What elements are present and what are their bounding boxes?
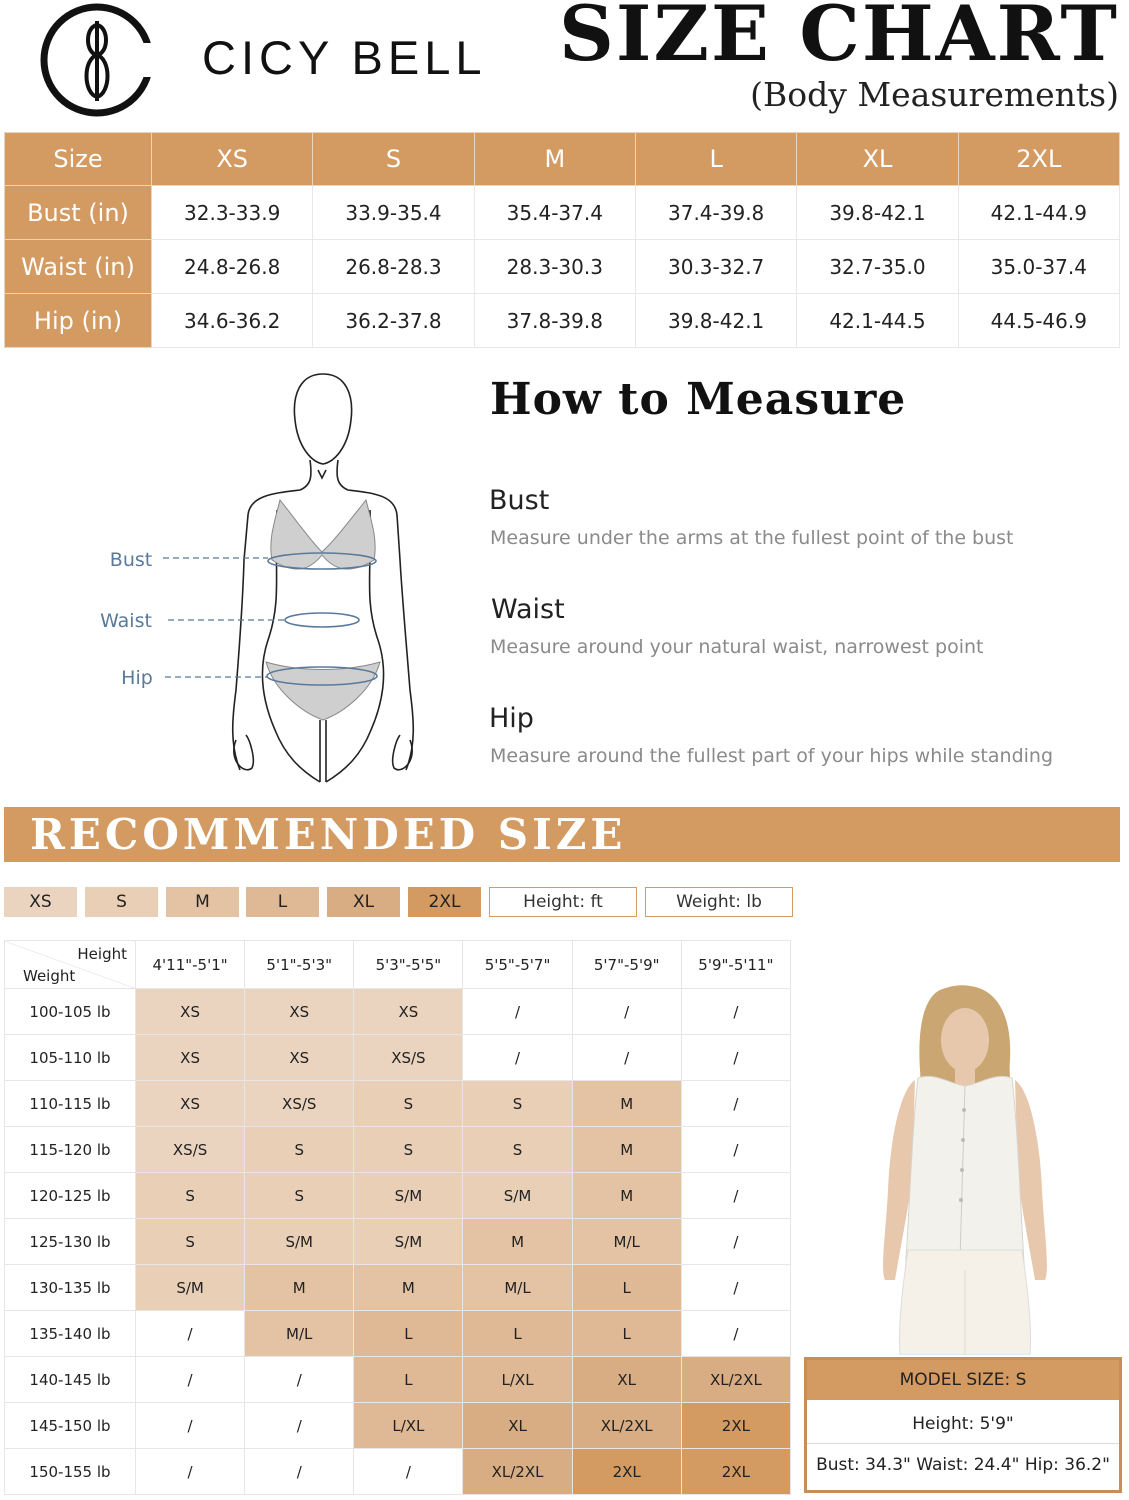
recommended-title: RECOMMENDED SIZE (30, 810, 627, 859)
size-cell: / (136, 1357, 245, 1403)
height-header: 5'7"-5'9" (572, 941, 681, 989)
size-cell: / (681, 1081, 790, 1127)
size-cell: / (354, 1449, 463, 1495)
table-row (5, 186, 1120, 240)
size-cell: M/L (572, 1219, 681, 1265)
row-label: Bust (in) (5, 186, 152, 240)
row-label: Waist (in) (5, 240, 152, 294)
size-cell: / (681, 1311, 790, 1357)
size-cell: M (572, 1127, 681, 1173)
table-row (5, 1265, 791, 1311)
weight-label: 140-145 lb (5, 1357, 136, 1403)
table-row (5, 1403, 791, 1449)
size-cell: XS (245, 1035, 354, 1081)
size-cell: S/M (463, 1173, 572, 1219)
table-cell: 28.3-30.3 (474, 240, 635, 294)
size-cell: / (136, 1403, 245, 1449)
measure-hip-heading: Hip (489, 703, 534, 734)
size-cell: / (463, 1035, 572, 1081)
how-to-measure-title: How to Measure (490, 374, 907, 425)
size-cell: XL/2XL (681, 1357, 790, 1403)
weight-label: 130-135 lb (5, 1265, 136, 1311)
size-cell: XL (572, 1357, 681, 1403)
size-cell: S/M (136, 1265, 245, 1311)
size-cell: L (354, 1311, 463, 1357)
size-cell: S (354, 1127, 463, 1173)
size-cell: M (572, 1081, 681, 1127)
model-photo (860, 980, 1070, 1355)
size-cell: S (245, 1173, 354, 1219)
table-cell: 24.8-26.8 (152, 240, 313, 294)
table-row (5, 1173, 791, 1219)
model-height: Height: 5'9" (807, 1405, 1119, 1444)
legend-height-unit: Height: ft (489, 887, 637, 917)
size-cell: / (681, 1219, 790, 1265)
height-header: 4'11"-5'1" (136, 941, 245, 989)
brand-name: CICY BELL (202, 31, 487, 84)
table-row (5, 1035, 791, 1081)
legend-l: L (246, 887, 319, 917)
size-cell: / (681, 1265, 790, 1311)
page-title: SIZE CHART (559, 0, 1119, 78)
size-cell: S/M (354, 1219, 463, 1265)
weight-label: 110-115 lb (5, 1081, 136, 1127)
size-cell: XS (354, 989, 463, 1035)
size-cell: L (572, 1265, 681, 1311)
size-cell: / (681, 1127, 790, 1173)
corner-cell (5, 941, 136, 989)
measure-bust-heading: Bust (489, 485, 550, 516)
size-cell: S/M (354, 1173, 463, 1219)
size-cell: M (354, 1265, 463, 1311)
size-cell: 2XL (681, 1403, 790, 1449)
row-label: Hip (in) (5, 294, 152, 348)
size-cell: / (681, 989, 790, 1035)
table-row (5, 240, 1120, 294)
size-cell: M (245, 1265, 354, 1311)
size-cell: / (136, 1311, 245, 1357)
weight-label: 115-120 lb (5, 1127, 136, 1173)
recommended-header-row (5, 941, 791, 989)
figure-label-hip: Hip (121, 667, 153, 689)
size-cell: M/L (463, 1265, 572, 1311)
size-cell: S (463, 1081, 572, 1127)
size-cell: XS (136, 1035, 245, 1081)
recommended-size-table (4, 940, 791, 1495)
table-cell: 32.7-35.0 (797, 240, 958, 294)
height-header: 5'3"-5'5" (354, 941, 463, 989)
figure-label-waist: Waist (100, 610, 152, 632)
size-chart-table (4, 132, 1120, 348)
table-row (5, 294, 1120, 348)
table-cell: 44.5-46.9 (958, 294, 1119, 348)
size-cell: / (572, 989, 681, 1035)
size-cell: XS/S (136, 1127, 245, 1173)
table-cell: 32.3-33.9 (152, 186, 313, 240)
size-cell: S (136, 1173, 245, 1219)
table-cell: 30.3-32.7 (635, 240, 796, 294)
size-cell: S (354, 1081, 463, 1127)
table-row (5, 1127, 791, 1173)
size-cell: L (572, 1311, 681, 1357)
figure-label-bust: Bust (109, 549, 153, 571)
weight-label: 125-130 lb (5, 1219, 136, 1265)
table-row (5, 1081, 791, 1127)
size-header-cell: M (474, 133, 635, 186)
height-header: 5'5"-5'7" (463, 941, 572, 989)
size-header-cell: Size (5, 133, 152, 186)
legend-m: M (166, 887, 239, 917)
table-cell: 37.4-39.8 (635, 186, 796, 240)
model-measurements: Bust: 34.3" Waist: 24.4" Hip: 36.2" (816, 1455, 1110, 1475)
weight-label: 135-140 lb (5, 1311, 136, 1357)
table-row (5, 1311, 791, 1357)
size-cell: L (354, 1357, 463, 1403)
table-cell: 36.2-37.8 (313, 294, 474, 348)
size-chart-header (5, 133, 1120, 186)
size-cell: S (463, 1127, 572, 1173)
size-cell: M/L (245, 1311, 354, 1357)
corner-weight-label: Weight (23, 967, 76, 985)
table-cell: 35.4-37.4 (474, 186, 635, 240)
table-cell: 39.8-42.1 (635, 294, 796, 348)
size-header-cell: S (313, 133, 474, 186)
size-cell: S (136, 1219, 245, 1265)
size-header-cell: L (635, 133, 796, 186)
weight-label: 120-125 lb (5, 1173, 136, 1219)
cb-monogram-icon (40, 3, 154, 117)
legend-xl: XL (327, 887, 400, 917)
measure-bust-text: Measure under the arms at the fullest point of the bust (490, 527, 1014, 549)
table-row (5, 1449, 791, 1495)
size-cell: L/XL (463, 1357, 572, 1403)
size-cell: XL/2XL (463, 1449, 572, 1495)
table-cell: 26.8-28.3 (313, 240, 474, 294)
table-cell: 37.8-39.8 (474, 294, 635, 348)
size-cell: / (572, 1035, 681, 1081)
table-cell: 33.9-35.4 (313, 186, 474, 240)
size-cell: 2XL (572, 1449, 681, 1495)
measure-waist-text: Measure around your natural waist, narrowest point (490, 636, 984, 658)
size-cell: L/XL (354, 1403, 463, 1449)
legend-2xl: 2XL (408, 887, 481, 917)
size-cell: L (463, 1311, 572, 1357)
table-row (5, 989, 791, 1035)
model-size-label: MODEL SIZE: S (807, 1360, 1119, 1400)
size-cell: / (463, 989, 572, 1035)
height-header: 5'9"-5'11" (681, 941, 790, 989)
size-header-cell: XS (152, 133, 313, 186)
corner-height-label: Height (77, 945, 127, 963)
size-cell: XS (136, 1081, 245, 1127)
table-cell: 35.0-37.4 (958, 240, 1119, 294)
size-cell: XS/S (245, 1081, 354, 1127)
table-cell: 42.1-44.9 (958, 186, 1119, 240)
table-row (5, 1219, 791, 1265)
size-cell: M (572, 1173, 681, 1219)
size-cell: M (463, 1219, 572, 1265)
weight-label: 100-105 lb (5, 989, 136, 1035)
size-cell: / (245, 1449, 354, 1495)
size-cell: 2XL (681, 1449, 790, 1495)
legend-xs: XS (4, 887, 77, 917)
size-cell: / (245, 1357, 354, 1403)
size-cell: XS (136, 989, 245, 1035)
weight-label: 145-150 lb (5, 1403, 136, 1449)
weight-label: 150-155 lb (5, 1449, 136, 1495)
height-header: 5'1"-5'3" (245, 941, 354, 989)
page-subtitle: (Body Measurements) (750, 75, 1119, 114)
weight-label: 105-110 lb (5, 1035, 136, 1081)
table-cell: 34.6-36.2 (152, 294, 313, 348)
size-cell: XS/S (354, 1035, 463, 1081)
measure-hip-text: Measure around the fullest part of your hips while standing (490, 745, 1054, 767)
size-cell: S (245, 1127, 354, 1173)
body-measure-figure (95, 365, 425, 790)
table-cell: 39.8-42.1 (797, 186, 958, 240)
size-cell: / (681, 1035, 790, 1081)
size-cell: / (136, 1449, 245, 1495)
size-cell: / (681, 1173, 790, 1219)
size-header-cell: XL (797, 133, 958, 186)
size-cell: XL/2XL (572, 1403, 681, 1449)
legend-s: S (85, 887, 158, 917)
size-cell: XL (463, 1403, 572, 1449)
table-cell: 42.1-44.5 (797, 294, 958, 348)
size-cell: XS (245, 989, 354, 1035)
size-cell: / (245, 1403, 354, 1449)
size-header-cell: 2XL (958, 133, 1119, 186)
size-cell: S/M (245, 1219, 354, 1265)
table-row (5, 1357, 791, 1403)
measure-waist-heading: Waist (491, 594, 565, 625)
legend-weight-unit: Weight: lb (645, 887, 793, 917)
